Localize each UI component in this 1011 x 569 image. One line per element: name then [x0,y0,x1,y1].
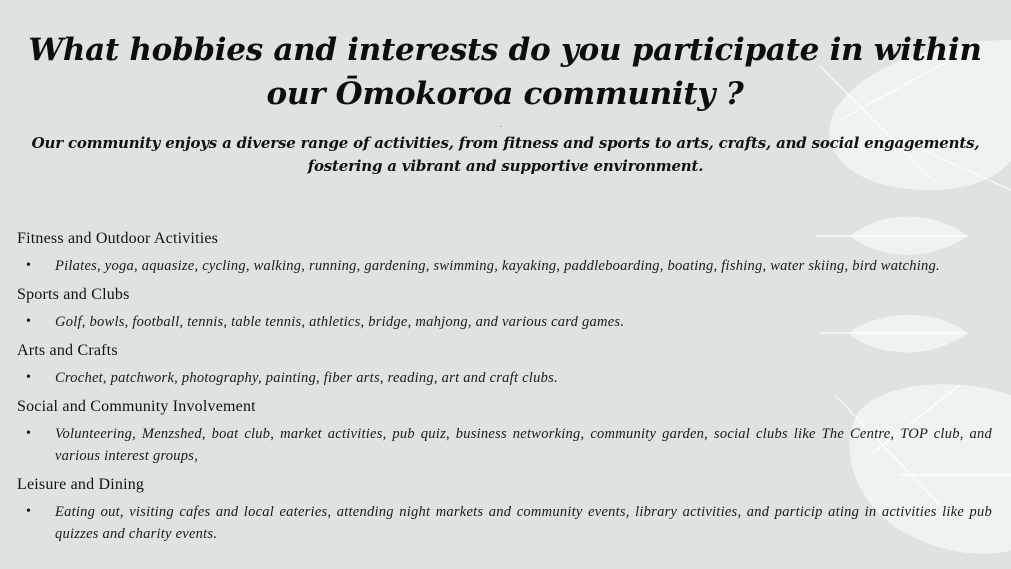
sections-list [17,229,992,553]
section-heading: Arts and Crafts [17,342,118,359]
list-item-text: Eating out, visiting cafes and local eateries, attending night markets and community events, library activities, and particip ating in activities like pub quizzes and charity events. [55,504,992,542]
section-social [17,397,992,467]
stray-dot: . [500,122,502,129]
bullet-icon: • [26,314,31,329]
section-sports [17,285,992,333]
section-heading: Leisure and Dining [17,476,145,493]
section-arts [17,341,992,389]
list-item-text: Golf, bowls, football, tennis, table tennis, athletics, bridge, mahjong, and various card games. [55,314,625,330]
list-item [17,501,992,545]
section-heading: Fitness and Outdoor Activities [17,230,219,247]
section-heading: Social and Community Involvement [17,398,256,415]
list-item-text: Pilates, yoga, aquasize, cycling, walking, running, gardening, swimming, kayaking, paddleboarding, boating, fishing, water skiing, bird watching. [55,258,940,274]
list-item-text: Crochet, patchwork, photography, painting, fiber arts, reading, art and craft clubs. [55,370,558,386]
bullet-icon: • [26,370,31,385]
section-leisure [17,475,992,545]
list-item [17,311,992,333]
section-fitness [17,229,992,277]
slide-title: What hobbies and interests do you participate in within our Ōmokoroa community ? [28,32,982,112]
bullet-icon: • [26,504,31,519]
section-heading: Sports and Clubs [17,286,130,303]
bullet-icon: • [26,258,31,273]
list-item [17,367,992,389]
list-item [17,423,992,467]
bullet-icon: • [26,426,31,441]
list-item-text: Volunteering, Menzshed, boat club, market activities, pub quiz, business networking, community garden, social clubs like The Centre, TOP club, and various interest groups, [55,426,992,464]
list-item [17,255,992,277]
slide-subtitle: Our community enjoys a diverse range of activities, from fitness and sports to arts, crafts, and social engagements, fostering a vibrant and supportive environment. [31,134,980,175]
